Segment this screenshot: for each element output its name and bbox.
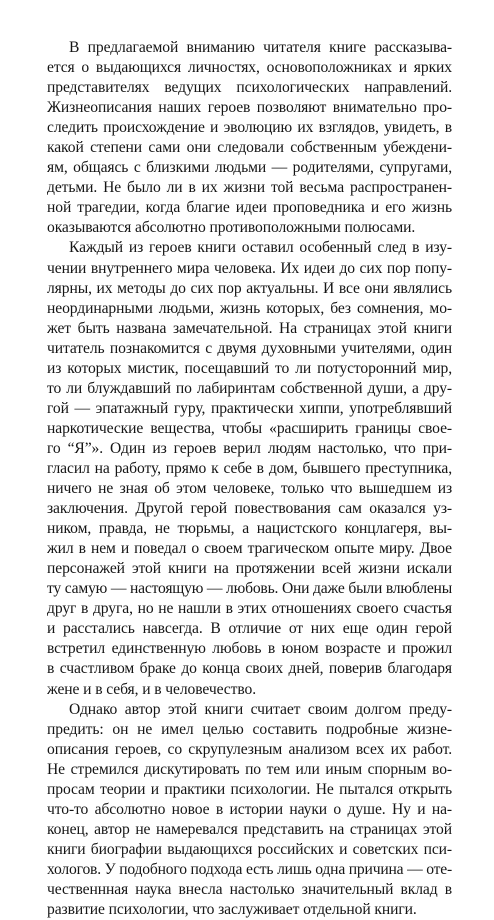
text-line: друг в друга, но не нашли в этих отношениях своего счастья <box>47 600 452 618</box>
paragraph <box>47 238 452 699</box>
text-line: то ли блуждавший по лабиринтам собственной души, а дру- <box>47 379 452 397</box>
text-line: неординарными людьми, жизнь которых, без сомнения, мо- <box>47 299 452 317</box>
text-line: персонажей этой книги на протяжении всей жизни искали <box>47 560 452 578</box>
text-line: представителях ведущих психологических направлений. <box>47 79 452 97</box>
text-line: книги биографии выдающихся российских и советских пси- <box>47 840 452 858</box>
paragraph <box>47 700 452 920</box>
text-line: предить: он не имел целью составить подробные жизне- <box>47 720 452 738</box>
text-line: из которых мистик, посещавший то ли потусторонний мир, <box>47 359 452 377</box>
text-line: лярны, их методы до сих пор актуальны. И все они являлись <box>47 279 452 297</box>
text-line: Не стремился дискутировать по тем или иным спорным во- <box>47 760 452 778</box>
text-line: заключения. Другой герой повествования сам оказался уз- <box>47 500 452 518</box>
text-line: ется о выдающихся личностях, основоположниках и ярких <box>47 59 452 77</box>
body-text <box>47 38 452 920</box>
text-line: Каждый из героев книги оставил особенный след в изу- <box>69 239 452 257</box>
text-line: описания героев, со скрупулезным анализом всех их работ. <box>47 740 452 758</box>
text-line: детьми. Не было ли в их жизни той весьма распространен- <box>47 179 452 197</box>
text-line: что-то абсолютно новое в истории науки о душе. Ну и на- <box>47 800 452 818</box>
text-line: жене и в себя, и в человечество. <box>47 680 256 698</box>
text-line: и расстались навсегда. В отличие от них еще один герой <box>47 620 452 638</box>
text-line: чественнная наука внесла настолько значительный вклад в <box>47 880 452 898</box>
text-line: конец, автор не намеревался представить на страницах этой <box>47 820 452 838</box>
text-line: Однако автор этой книги считает своим долгом преду- <box>69 700 452 718</box>
text-line: наркотические вещества, чтобы «расширить границы свое- <box>47 419 452 437</box>
text-line: встретил единственную любовь в юном возрасте и прожил <box>47 640 452 658</box>
text-line: оказываются абсолютно противоположными полюсами. <box>47 219 416 237</box>
text-line: гой — эпатажный гуру, практически хиппи, употреблявший <box>47 399 452 417</box>
text-line: жет быть названа замечательной. На страницах этой книги <box>47 319 452 337</box>
text-line: следить происхождение и эволюцию их взглядов, увидеть, в <box>47 119 452 137</box>
text-line: Жизнеописания наших героев позволяют внимательно про- <box>47 99 452 117</box>
text-line: ям, общаясь с близкими людьми — родителями, супругами, <box>47 159 452 177</box>
text-line: просам теории и практики психологии. Не пытался открыть <box>47 780 452 798</box>
text-line: какой степени сами они следовали собственным убеждени- <box>47 139 452 157</box>
text-line: го “Я”». Один из героев верил людям настолько, что при- <box>47 439 452 457</box>
text-line: чении внутреннего мира человека. Их идеи до сих пор попу- <box>47 259 452 277</box>
text-line: В предлагаемой вниманию читателя книге рассказыва- <box>69 39 452 56</box>
text-line: хологов. У подобного подхода есть лишь одна причина — оте- <box>47 860 452 878</box>
text-line: читатель познакомится с двумя духовными учителями, один <box>47 339 452 357</box>
text-line: в счастливом браке до конца своих дней, поверив благодаря <box>47 660 452 678</box>
text-line: ничего не зная об этом человеке, только что вышедшем из <box>47 480 452 498</box>
text-line: гласил на работу, прямо к себе в дом, бывшего преступника, <box>47 459 452 477</box>
text-line: развитие психологии, что заслуживает отдельной книги. <box>47 901 417 919</box>
paragraph <box>47 38 452 238</box>
text-line: ником, правда, не тюрьмы, а нацистского концлагеря, вы- <box>47 520 452 538</box>
text-line: ту самую — настоящую — любовь. Они даже были влюблены <box>47 580 452 598</box>
text-line: ной трагедии, когда благие идеи проповедника и его жизнь <box>47 199 452 217</box>
text-line: жил в нем и поведал о своем трагическом опыте миру. Двое <box>47 540 452 558</box>
